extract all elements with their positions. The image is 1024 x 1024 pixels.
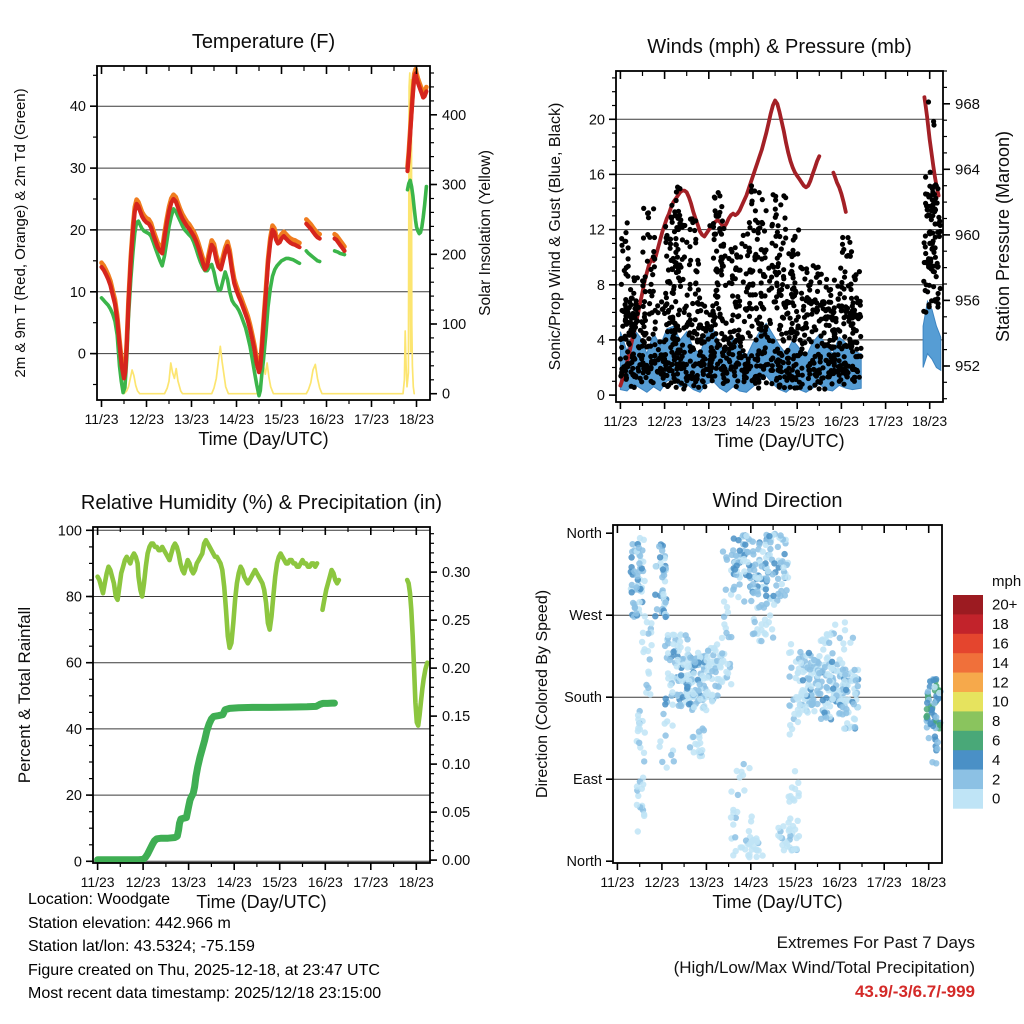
svg-text:30: 30 (69, 161, 86, 178)
extremes-subtitle: (High/Low/Max Wind/Total Precipitation) (673, 957, 975, 977)
svg-text:16/23: 16/23 (823, 413, 859, 429)
svg-text:10: 10 (992, 693, 1009, 711)
svg-text:mph: mph (992, 573, 1022, 590)
svg-text:60: 60 (65, 655, 82, 672)
svg-text:11/23: 11/23 (84, 411, 119, 427)
svg-text:16: 16 (588, 167, 605, 184)
svg-text:956: 956 (955, 292, 981, 310)
svg-text:Sonic/Prop Wind & Gust (Blue,: Sonic/Prop Wind & Gust (Blue, Black) (547, 102, 564, 371)
svg-text:16/23: 16/23 (822, 874, 858, 890)
svg-text:40: 40 (69, 99, 86, 116)
station-location: Location: Woodgate (28, 891, 171, 908)
svg-text:960: 960 (955, 226, 981, 244)
svg-text:17/23: 17/23 (353, 411, 390, 427)
svg-text:0.25: 0.25 (442, 613, 471, 630)
svg-text:12/23: 12/23 (125, 874, 161, 890)
svg-text:Solar Insolation (Yellow): Solar Insolation (Yellow) (477, 150, 494, 316)
panel-temperature (12, 31, 494, 449)
svg-text:8: 8 (596, 277, 605, 294)
svg-text:Direction (Colored By Speed): Direction (Colored By Speed) (534, 589, 551, 799)
wind-speed-colorbar (953, 573, 1021, 809)
svg-text:North: North (566, 854, 602, 871)
svg-text:0: 0 (73, 854, 82, 871)
svg-text:0.00: 0.00 (442, 853, 471, 870)
svg-text:100: 100 (57, 523, 82, 540)
svg-text:4: 4 (596, 332, 605, 349)
svg-text:20: 20 (65, 788, 82, 805)
svg-text:Relative Humidity (%) & Precip: Relative Humidity (%) & Precipitation (in) (80, 492, 443, 514)
svg-text:300: 300 (442, 177, 467, 194)
svg-text:13/23: 13/23 (691, 413, 727, 429)
svg-text:0.10: 0.10 (442, 757, 471, 774)
figure-created: Figure created on Thu, 2025-12-18, at 23:47 UTC (28, 961, 380, 979)
svg-text:0.05: 0.05 (442, 805, 471, 822)
svg-text:0.30: 0.30 (442, 565, 471, 582)
series-relative-humidity (98, 540, 428, 725)
svg-text:14/23: 14/23 (733, 874, 769, 890)
svg-text:12/23: 12/23 (128, 411, 165, 427)
svg-text:2m & 9m T (Red, Orange) & 2m T: 2m & 9m T (Red, Orange) & 2m Td (Green) (12, 88, 29, 378)
svg-text:Temperature (F): Temperature (F) (191, 31, 336, 53)
svg-text:15/23: 15/23 (262, 874, 298, 890)
svg-text:Wind Direction: Wind Direction (712, 490, 843, 512)
svg-text:0.20: 0.20 (442, 661, 471, 678)
svg-text:13/23: 13/23 (171, 874, 207, 890)
svg-text:11/23: 11/23 (600, 874, 635, 890)
svg-text:Percent & Total Rainfall: Percent & Total Rainfall (15, 606, 34, 784)
svg-text:14: 14 (992, 654, 1009, 672)
svg-text:South: South (564, 690, 602, 707)
svg-text:16/23: 16/23 (307, 874, 343, 890)
svg-text:0: 0 (442, 386, 451, 403)
svg-text:Time (Day/UTC): Time (Day/UTC) (714, 431, 845, 451)
station-elevation: Station elevation: 442.966 m (28, 914, 231, 932)
svg-text:17/23: 17/23 (353, 874, 389, 890)
svg-text:40: 40 (65, 721, 82, 738)
svg-text:North: North (566, 526, 602, 543)
svg-text:14/23: 14/23 (216, 874, 252, 890)
svg-text:11/23: 11/23 (80, 874, 115, 890)
extremes-summary (520, 931, 975, 1005)
svg-text:20+: 20+ (992, 596, 1018, 614)
svg-text:2: 2 (992, 771, 1001, 789)
svg-text:200: 200 (442, 247, 467, 264)
svg-text:12: 12 (588, 222, 605, 239)
svg-text:14/23: 14/23 (218, 411, 255, 427)
svg-text:12: 12 (992, 674, 1009, 692)
series-2m T (102, 73, 427, 378)
svg-text:16/23: 16/23 (308, 411, 345, 427)
svg-text:20: 20 (69, 222, 86, 239)
svg-text:West: West (569, 608, 602, 625)
svg-text:100: 100 (442, 317, 467, 333)
svg-text:12/23: 12/23 (644, 874, 680, 890)
svg-text:964: 964 (955, 161, 981, 179)
svg-text:13/23: 13/23 (173, 411, 210, 427)
svg-text:6: 6 (992, 732, 1001, 750)
extremes-title: Extremes For Past 7 Days (776, 933, 975, 952)
svg-text:18/23: 18/23 (398, 411, 435, 427)
svg-text:4: 4 (992, 751, 1001, 769)
panel-winds-pressure (547, 36, 1013, 451)
svg-text:15/23: 15/23 (779, 413, 815, 429)
panel-rh-precip (15, 492, 470, 912)
panel-wind-direction (534, 490, 946, 912)
station-latlon: Station lat/lon: 43.5324; -75.159 (28, 938, 255, 955)
svg-text:0.15: 0.15 (442, 709, 471, 726)
svg-text:Station Pressure (Maroon): Station Pressure (Maroon) (993, 130, 1013, 343)
svg-text:400: 400 (442, 107, 467, 124)
svg-text:Winds (mph) & Pressure (mb): Winds (mph) & Pressure (mb) (647, 36, 912, 58)
svg-text:968: 968 (955, 95, 981, 113)
svg-text:12/23: 12/23 (647, 413, 683, 429)
svg-text:15/23: 15/23 (263, 411, 300, 427)
svg-text:952: 952 (955, 358, 981, 375)
svg-text:16: 16 (992, 635, 1009, 653)
svg-text:East: East (572, 772, 602, 789)
svg-text:0: 0 (77, 346, 86, 363)
latest-timestamp: Most recent data timestamp: 2025/12/18 23:15:00 (28, 985, 382, 1002)
svg-text:18/23: 18/23 (912, 413, 948, 429)
svg-text:80: 80 (65, 589, 82, 606)
svg-text:15/23: 15/23 (777, 874, 813, 890)
svg-text:Time (Day/UTC): Time (Day/UTC) (712, 892, 843, 912)
svg-text:18/23: 18/23 (911, 874, 947, 890)
svg-text:14/23: 14/23 (735, 413, 771, 429)
station-info (28, 888, 381, 1006)
svg-text:Time (Day/UTC): Time (Day/UTC) (198, 429, 329, 449)
svg-text:0: 0 (596, 388, 605, 405)
svg-text:17/23: 17/23 (866, 874, 902, 890)
svg-text:20: 20 (588, 112, 605, 129)
svg-text:13/23: 13/23 (688, 874, 724, 890)
svg-text:18/23: 18/23 (398, 874, 434, 890)
svg-text:10: 10 (69, 284, 86, 301)
extremes-values: 43.9/-3/6.7/-999 (854, 982, 975, 1001)
svg-text:18: 18 (992, 616, 1009, 634)
svg-text:0: 0 (992, 790, 1001, 808)
svg-text:8: 8 (992, 713, 1001, 731)
series-total-rainfall (98, 703, 335, 860)
svg-text:Time (Day/UTC): Time (Day/UTC) (196, 892, 327, 912)
svg-text:11/23: 11/23 (603, 413, 638, 429)
svg-text:17/23: 17/23 (868, 413, 904, 429)
